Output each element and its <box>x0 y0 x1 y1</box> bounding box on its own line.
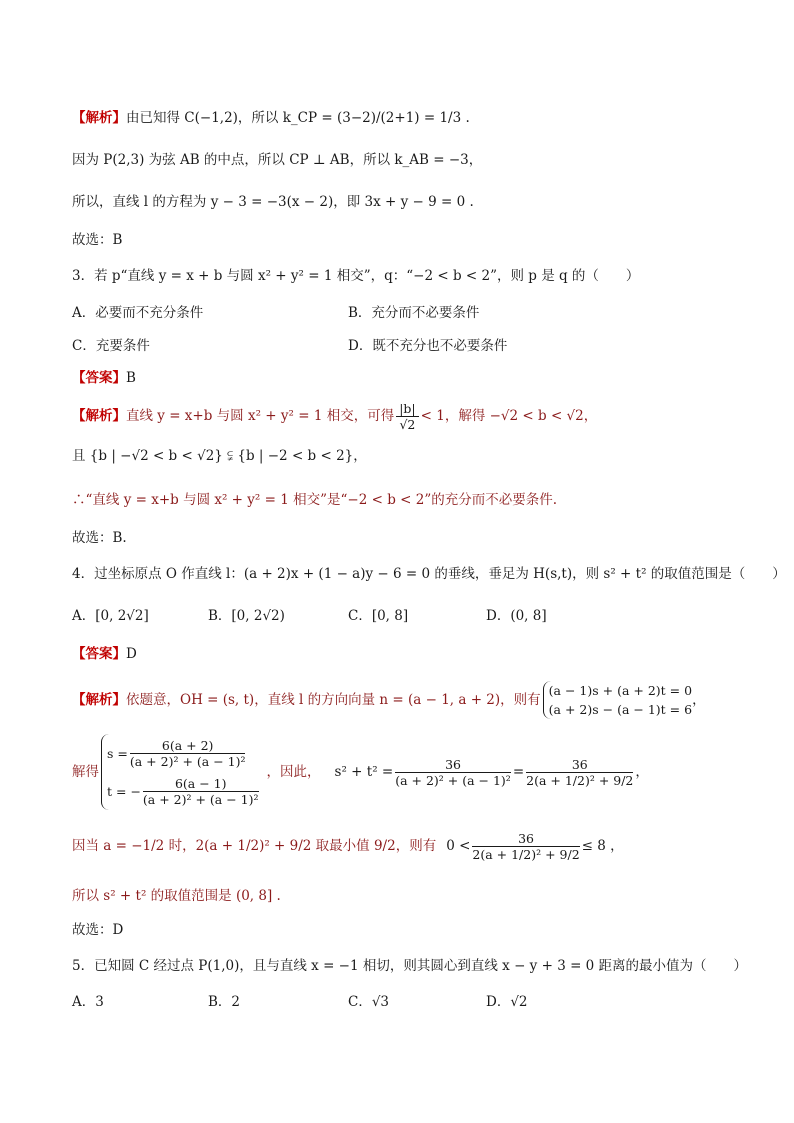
q3-option-d: D．既不充分也不必要条件 <box>348 338 508 354</box>
q4-solution-line1: 【解析】 依题意，OH = (s, t)，直线 l 的方向向量 n = (a − 1, a + 2)，则有 (a − 1)s + (a + 2)t = 0 (a + 2)s − (a − 1)t = 6 ， <box>72 683 706 717</box>
fraction: $\frac{6(a + 2)}{\text{(a + 2)² + (a − 1)²}}$ <box>129 737 246 769</box>
q4-solution-line3: 因当 a = −1/2 时，2(a + 1/2)² + 9/2 取最小值 9/2，则有 0 < $\frac{36}{\text{2(a + 1/2)² + 9/2}}$ ≤ 8 ， <box>72 830 624 862</box>
q3-answer <box>72 368 136 388</box>
q4-solution-line2: 解得 s = $\frac{6(a + 2)}{\text{(a + 2)² + (a − 1)²}}$ t = − $\frac{6(a - 1)}{\text{(a + 2)² + (a − 1)²}}$ ，因此， s² + t² = $\frac{36}{\text{(a + 2)² + (a − 1)²}}$ = $\frac{36}{\text{2(a + 1/2)² + 9/2}}$ ， <box>72 732 649 812</box>
fraction: $\frac{|b|}{√2}$ <box>396 401 418 432</box>
solution-text: 因当 a = −1/2 时，2(a + 1/2)² + 9/2 取最小值 9/2，则有 <box>72 838 437 854</box>
solution-q2-line2: 因为 P(2,3) 为弦 AB 的中点，所以 CP ⊥ AB，所以 k_AB = −3， <box>72 152 483 168</box>
analysis-tag: 【解析】 <box>72 110 126 126</box>
answer-value: D <box>126 646 137 662</box>
solution-q2-line1 <box>72 108 470 128</box>
solution-q2-line4: 故选：B <box>72 232 123 248</box>
solution-text: < 1，解得 −√2 < b < √2， <box>420 408 598 424</box>
q3-solution-line1 <box>72 400 597 432</box>
solution-text: 直线 y = x+b 与圆 x² + y² = 1 相交，可得 <box>126 408 395 424</box>
q3-option-a: A．必要而不充分条件 <box>72 305 204 321</box>
solution-system: s = $\frac{6(a + 2)}{\text{(a + 2)² + (a − 1)²}}$ t = − $\frac{6(a - 1)}{\text{(a + 2)² + (a − 1)²}}$ <box>101 734 261 810</box>
q3-option-c: C．充要条件 <box>72 338 150 354</box>
q4-option-b: B．[0, 2√2) <box>208 608 285 624</box>
q4-option-c: C．[0, 8] <box>348 608 409 624</box>
q5-option-d: D．√2 <box>486 994 528 1010</box>
answer-value: B <box>126 370 136 386</box>
solution-text: 解得 <box>72 764 99 780</box>
answer-tag: 【答案】 <box>72 646 126 662</box>
fraction: $\frac{36}{\text{2(a + 1/2)² + 9/2}}$ <box>526 756 634 788</box>
q3-solution-line4: 故选：B. <box>72 530 127 546</box>
solution-text: 依题意，OH = (s, t)，直线 l 的方向向量 n = (a − 1, a + 2)，则有 <box>126 692 541 708</box>
fraction: $\frac{6(a - 1)}{\text{(a + 2)² + (a − 1)²}}$ <box>142 775 259 807</box>
q3-solution-line2: 且 {b | −√2 < b < √2} ⫋ {b | −2 < b < 2}， <box>72 448 367 464</box>
q4-option-d: D．(0, 8] <box>486 608 547 624</box>
analysis-tag: 【解析】 <box>72 408 126 424</box>
question-4-stem: 4．过坐标原点 O 作直线 l：(a + 2)x + (1 − a)y − 6 = 0 的垂线，垂足为 H(s,t)，则 s² + t² 的取值范围是（ ） <box>72 566 786 582</box>
answer-tag: 【答案】 <box>72 370 126 386</box>
solution-q2-line3: 所以，直线 l 的方程为 y − 3 = −3(x − 2)，即 3x + y − 9 = 0 . <box>72 194 474 210</box>
q4-option-a: A．[0, 2√2] <box>72 608 149 624</box>
q5-option-c: C．√3 <box>348 994 390 1010</box>
q4-solution-line4: 所以 s² + t² 的取值范围是 (0, 8] . <box>72 888 281 904</box>
q4-solution-line5: 故选：D <box>72 922 124 938</box>
analysis-tag: 【解析】 <box>72 692 126 708</box>
q5-option-a: A．3 <box>72 994 104 1010</box>
fraction: $\frac{36}{\text{(a + 2)² + (a − 1)²}}$ <box>395 756 511 788</box>
fraction: $\frac{36}{\text{2(a + 1/2)² + 9/2}}$ <box>472 830 580 862</box>
equation-system: (a − 1)s + (a + 2)t = 0 (a + 2)s − (a − 1)t = 6 <box>543 681 692 719</box>
q4-answer <box>72 644 137 664</box>
q3-option-b: B．充分而不必要条件 <box>348 305 480 321</box>
question-3-stem: 3．若 p“直线 y = x + b 与圆 x² + y² = 1 相交”，q：“−2 < b < 2”，则 p 是 q 的（ ） <box>72 268 640 284</box>
q3-solution-line3: ∴“直线 y = x+b 与圆 x² + y² = 1 相交”是“−2 < b < 2”的充分而不必要条件. <box>72 492 558 508</box>
solution-text: 由已知得 C(−1,2)，所以 k_CP = (3−2)/(2+1) = 1/3 . <box>126 110 470 126</box>
q5-option-b: B．2 <box>208 994 241 1010</box>
question-5-stem: 5．已知圆 C 经过点 P(1,0)，且与直线 x = −1 相切，则其圆心到直线 x − y + 3 = 0 距离的最小值为（ ） <box>72 958 748 974</box>
